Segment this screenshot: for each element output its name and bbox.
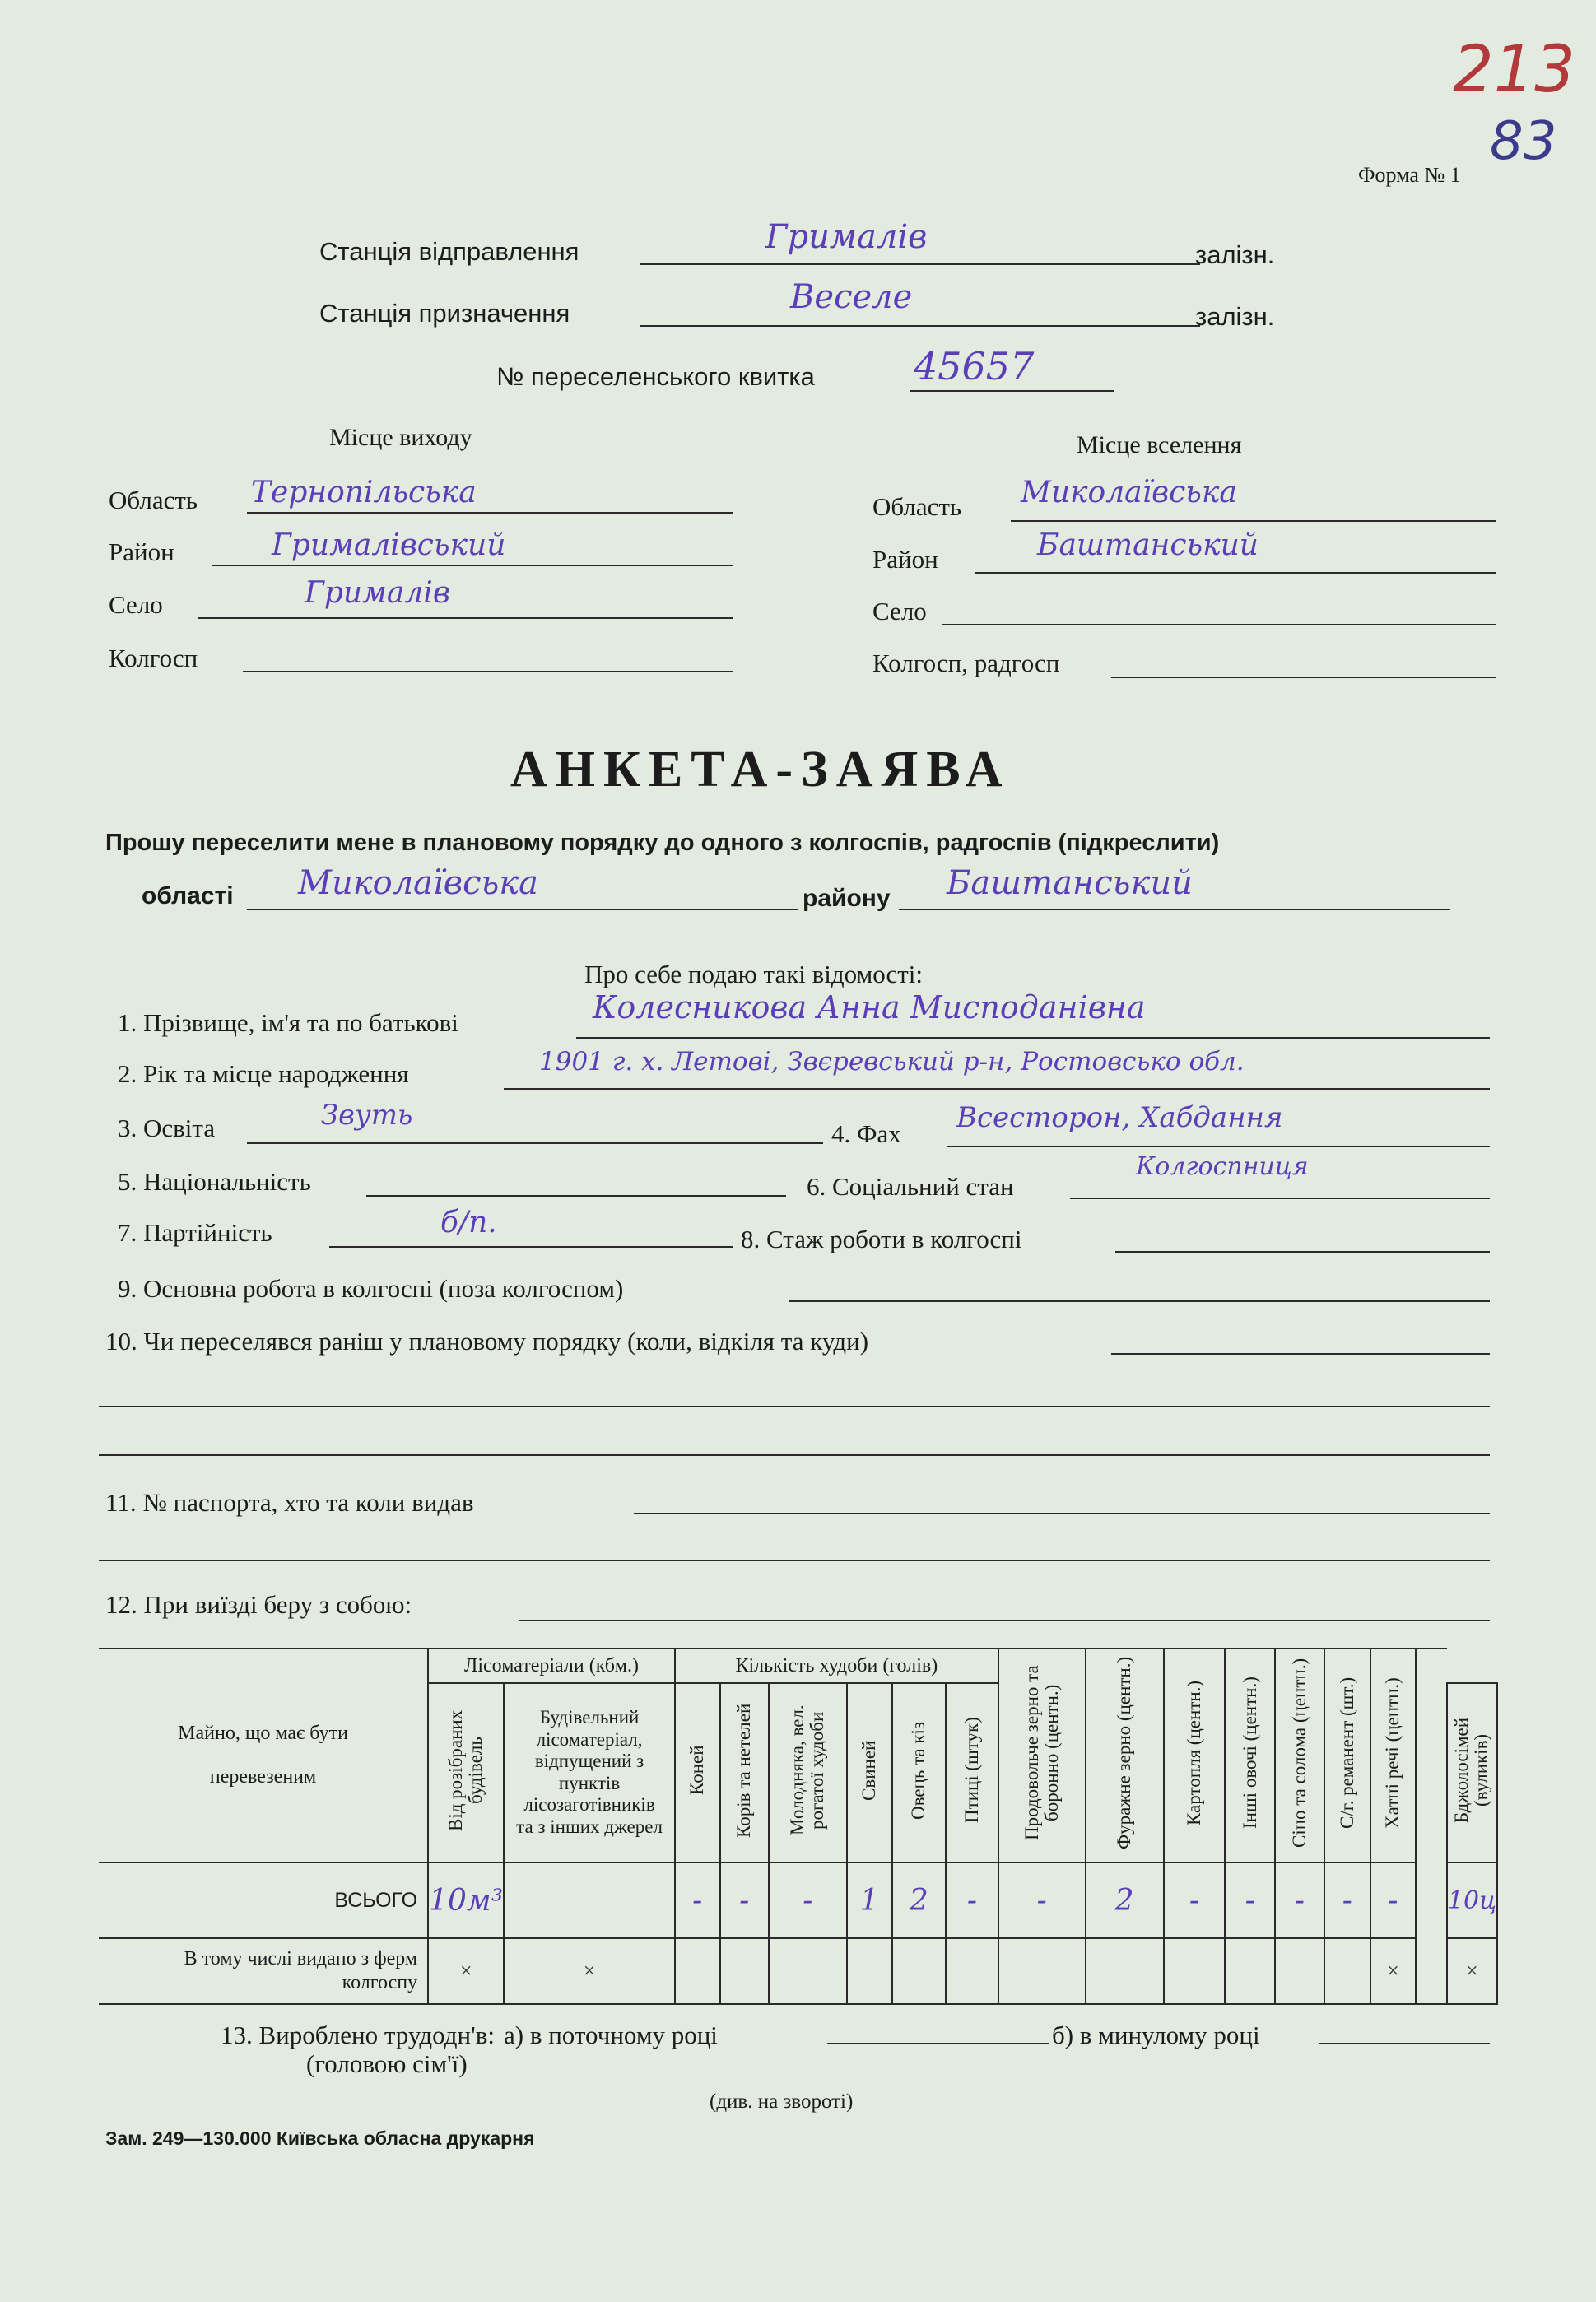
field-3-label: 3. Освіта [118,1114,216,1142]
field-1-line [576,1037,1490,1039]
origin-selo-line [198,617,733,619]
col-label-1: Будівельний лісоматеріал, відпущений з пунктів лісозаготівників та з інших джерел [516,1707,663,1837]
field-11-line-1 [634,1513,1490,1514]
request-raion-value: Баштанський [947,864,1193,902]
departure-suffix: залізн. [1195,240,1275,269]
farm-cell-4 [769,1938,847,2004]
field-8-label: 8. Стаж роботи в колгоспі [741,1225,1022,1253]
farm-cell-15: × [1447,1938,1497,2004]
col-header-0 [428,1683,504,1863]
field-1-label: 1. Прізвище, ім'я та по батькові [118,1008,458,1037]
total-cell-1 [504,1863,675,1938]
origin-raion-value: Грималівський [272,528,506,562]
origin-kolhosp-label: Колгосп [109,644,198,672]
col-header-15 [1370,1649,1416,1863]
settlement-selo-line [942,624,1496,625]
col-header-11 [1164,1649,1226,1863]
col-label-7: Птиці (штук) [961,1717,982,1823]
field-7-label: 7. Партійність [118,1218,272,1247]
settlement-oblast-label: Область [872,492,962,521]
field-2-line [504,1088,1490,1090]
request-oblast-label: області [142,882,234,909]
ticket-value: 45657 [914,344,1035,388]
farm-cell-13 [1324,1938,1371,2004]
field-4-label: 4. Фах [831,1119,901,1148]
farm-cell-6 [892,1938,947,2004]
total-cell-6: 2 [892,1863,947,1938]
request-raion-line [899,909,1450,910]
request-oblast-value: Миколаївська [298,864,538,902]
origin-oblast-value: Тернопільська [251,476,477,509]
col-label-5: Свиней [858,1739,880,1801]
origin-selo-value: Грималів [305,576,450,610]
table-header-row-1 [99,1649,1497,1683]
col-header-1 [504,1683,675,1863]
field-6-value: Колгоспниця [1136,1152,1309,1181]
col-label-15: Хатні речі (центн.) [1382,1677,1403,1829]
farm-cell-12 [1275,1938,1324,2004]
origin-oblast-label: Область [109,486,198,514]
farm-cell-14: × [1370,1938,1416,2004]
field-7-line [329,1246,733,1248]
total-cell-14: - [1370,1863,1416,1938]
origin-kolhosp-line [243,671,733,672]
col-header-3 [720,1683,769,1863]
field-8-line [1115,1251,1490,1253]
farm-cell-2 [675,1938,720,2004]
total-cell-7: - [946,1863,998,1938]
request-raion-label: району [803,885,891,912]
total-cell-9: 2 [1086,1863,1164,1938]
field-3-line [247,1142,823,1144]
archive-number: 213 [1453,33,1575,107]
destination-label: Станція призначення [319,299,570,328]
col-label-13: Сіно та солома (центн.) [1288,1658,1310,1848]
departure-label: Станція відправлення [319,237,579,266]
field-4-value: Всесторон, Хабдання [956,1101,1283,1134]
printer-imprint: Зам. 249—130.000 Київська обласна друкарня [105,2128,535,2149]
settlement-heading: Місце вселення [1077,431,1242,458]
field-10-line-1 [1111,1353,1490,1355]
table-row-farm [99,1938,1497,2004]
col-label-12: Інші овочі (центн.) [1239,1677,1260,1829]
departure-line [640,263,1200,265]
col-label-8: Бджолосімей (вуликів) [1451,1717,1492,1823]
see-back-note: (див. на звороті) [710,2090,854,2113]
field-2-value: 1901 г. х. Летові, Звєревський р-н, Ростовсько обл. [539,1047,1245,1077]
settlement-oblast-line [1011,520,1496,522]
request-oblast-line [247,909,798,910]
origin-raion-line [212,565,733,566]
origin-heading: Місце виходу [329,424,472,451]
farm-cell-1: × [504,1938,675,2004]
col-header-10 [1086,1649,1164,1863]
col-label-11: Картопля (центн.) [1183,1680,1204,1825]
field-2-label: 2. Рік та місце народження [118,1059,409,1088]
lumber-group-header: Лісоматеріали (кбм.) [428,1649,675,1683]
total-cell-8: - [998,1863,1086,1938]
field-10-line-3 [99,1454,1490,1456]
form-title: АНКЕТА-ЗАЯВА [510,742,1011,798]
field-10-line-2 [99,1406,1490,1407]
total-cell-4: - [769,1863,847,1938]
destination-suffix: залізн. [1195,302,1275,331]
col-label-14: С/г. реманент (шт.) [1336,1677,1357,1829]
ticket-line [910,390,1114,392]
farm-cell-7 [946,1938,998,2004]
destination-value: Веселе [790,278,913,316]
ticket-label: № переселенського квитка [496,362,815,391]
farm-cell-10 [1164,1938,1226,2004]
field-6-line [1070,1198,1490,1199]
total-cell-12: - [1275,1863,1324,1938]
table-row-total [99,1863,1497,1938]
origin-selo-label: Село [109,590,163,619]
field-13-b-label: б) в минулому році [1052,2021,1260,2049]
total-cell-5: 1 [847,1863,892,1938]
farm-label-cell [99,1938,428,2004]
col-header-7 [946,1683,998,1863]
property-table [99,1648,1498,2005]
field-4-line [947,1146,1490,1147]
field-5-line [366,1195,786,1197]
total-cell-13: - [1324,1863,1371,1938]
row-header-text: Майно, що має бути перевезеним [178,1723,348,1788]
field-9-line [789,1300,1490,1302]
livestock-group-header: Кількість худоби (голів) [675,1649,998,1683]
total-cell-0: 10м³ [428,1863,504,1938]
total-cell-10: - [1164,1863,1226,1938]
col-label-4: Молодняка, вел. рогатої худоби [787,1704,828,1835]
departure-value: Грималів [765,218,928,256]
col-header-4 [769,1683,847,1863]
total-label: ВСЬОГО [99,1863,428,1938]
farm-cell-9 [1086,1938,1164,2004]
field-7-value: б/п. [440,1206,497,1239]
col-label-10: Фуражне зерно (центн.) [1114,1656,1135,1849]
col-label-6: Овець та кіз [908,1720,929,1820]
col-header-13 [1275,1649,1324,1863]
field-12-label: 12. При виїзді беру з собою: [105,1590,412,1619]
col-label-2: Коней [686,1745,708,1795]
settlement-raion-value: Баштанський [1037,528,1259,562]
field-13-b-line [1319,2043,1490,2044]
destination-line [640,325,1200,327]
col-header-8 [1447,1683,1497,1863]
origin-raion-label: Район [109,537,174,566]
table-margin-cell [1416,1649,1447,2004]
total-cell-15: 10ц [1447,1863,1497,1938]
settlement-raion-label: Район [872,545,938,574]
request-line: Прошу переселити мене в плановому порядку до одного з колгоспів, радгоспів (підкреслити) [105,830,1220,856]
col-label-0: Від розібраних будівель [445,1709,486,1831]
field-6-label: 6. Соціальний стан [807,1172,1014,1201]
col-header-12 [1225,1649,1275,1863]
farm-label: В тому числі видано з ферм колгоспу [184,1948,418,1993]
form-label: Форма № 1 [1358,163,1461,187]
farm-cell-3 [720,1938,769,2004]
total-cell-11: - [1225,1863,1275,1938]
settlement-raion-line [975,572,1496,574]
field-11-line-2 [99,1560,1490,1561]
col-header-6 [892,1683,947,1863]
field-9-label: 9. Основна робота в колгоспі (поза колгоспом) [118,1274,624,1303]
field-13-a-line [827,2043,1049,2044]
col-header-5 [847,1683,892,1863]
field-11-label: 11. № паспорта, хто та коли видав [105,1488,474,1517]
field-13-label: 13. Вироблено трудодн'в: [221,2021,495,2049]
settlement-selo-label: Село [872,597,927,625]
farm-cell-11 [1225,1938,1275,2004]
page-number: 83 [1490,111,1557,172]
col-header-9 [998,1649,1086,1863]
field-5-label: 5. Національність [118,1167,311,1196]
field-13-a-label: а) в поточному році [504,2021,718,2049]
about-label: Про себе подаю такі відомості: [584,960,924,988]
field-3-value: Звуть [321,1099,413,1132]
field-10-label: 10. Чи переселявся раніш у плановому порядку (коли, відкіля та куди) [105,1327,869,1356]
field-1-value: Колесникова Анна Мисподанівна [593,989,1146,1025]
col-label-9: Продовольче зерно та боронно (центн.) [1021,1665,1062,1840]
settlement-kolhosp-line [1111,677,1496,678]
field-13-sub: (головою сім'ї) [306,2049,468,2078]
origin-oblast-line [247,512,733,514]
settlement-kolhosp-label: Колгосп, радгосп [872,649,1060,677]
farm-cell-0: × [428,1938,504,2004]
farm-cell-5 [847,1938,892,2004]
total-cell-3: - [720,1863,769,1938]
farm-cell-8 [998,1938,1086,2004]
col-label-3: Корів та нетелей [733,1702,755,1838]
total-cell-2: - [675,1863,720,1938]
col-header-14 [1324,1649,1371,1863]
col-header-2 [675,1683,720,1863]
settlement-oblast-value: Миколаївська [1021,476,1237,509]
row-header-cell [99,1649,428,1863]
field-12-line [519,1620,1490,1621]
